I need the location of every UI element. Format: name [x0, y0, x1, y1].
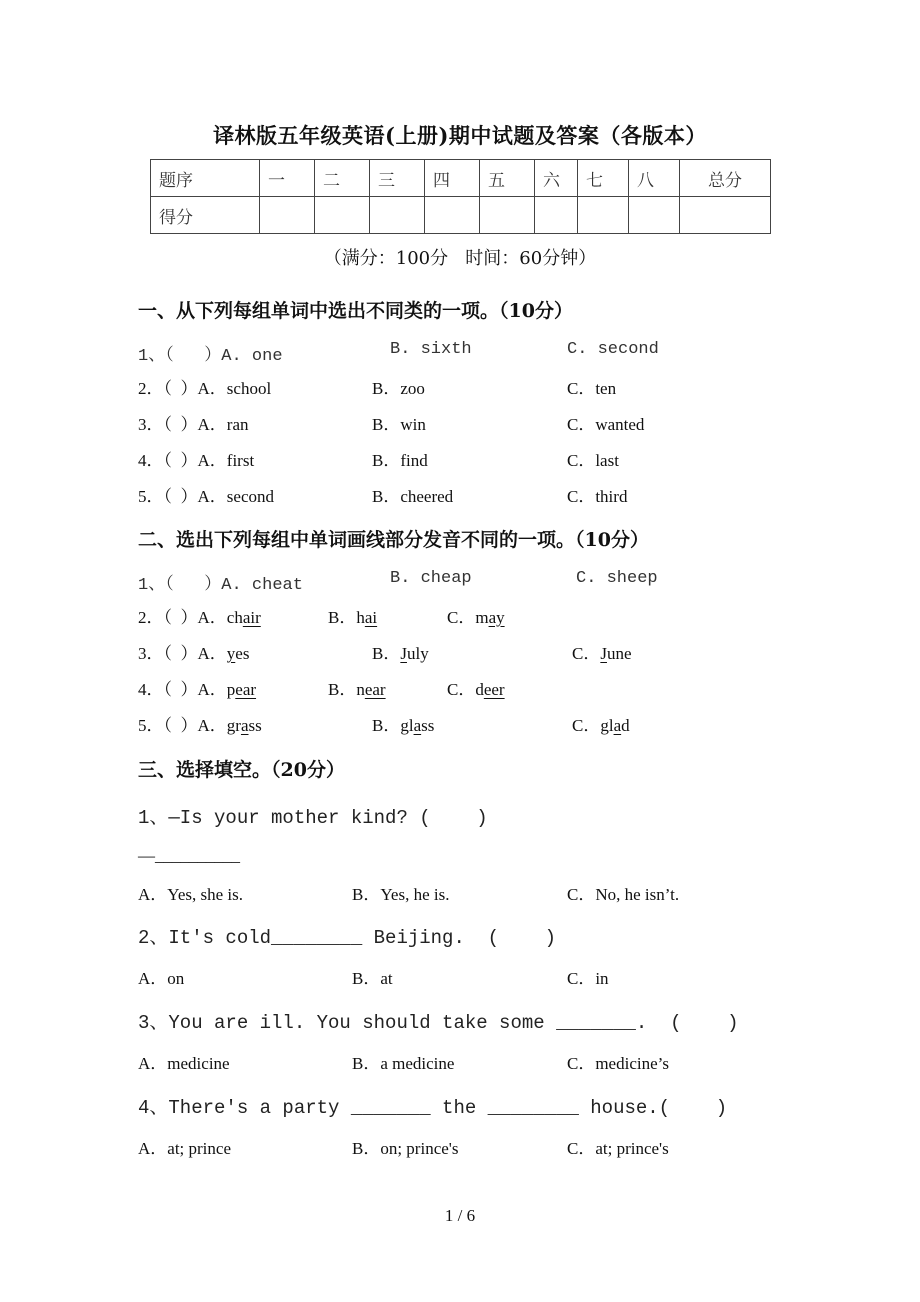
- s2-q1-option-c: C. sheep: [576, 569, 658, 588]
- s2-q2-option-b: B．hai: [328, 608, 378, 627]
- s1-q2-option-c: C．ten: [567, 379, 617, 398]
- s2-q5-option-a: 5．（ ）A．grass: [138, 716, 262, 735]
- s3-q1-option-a: A．Yes, she is.: [138, 885, 244, 904]
- table-cell: 七: [578, 160, 629, 197]
- s1-q2-option-a: 2．（ ）A．school: [138, 379, 272, 398]
- s2-q5-option-b: B．glass: [372, 716, 435, 735]
- score-cell[interactable]: [629, 197, 680, 234]
- s3-q4-option-a: A．at; prince: [138, 1139, 231, 1158]
- s2-q3-option-a: 3．（ ）A．yes: [138, 644, 250, 663]
- s2-q2-option-c: C．may: [447, 608, 505, 627]
- s3-q1-option-b: B．Yes, he is.: [352, 885, 450, 904]
- section-3-heading: 三、选择填空。（20分）: [138, 759, 345, 781]
- s2-q4-option-a: 4．（ ）A．pear: [138, 680, 257, 699]
- score-table-score-row: [151, 197, 771, 234]
- s1-q1-option-a: 1、（ ）A. one: [138, 347, 283, 366]
- score-cell[interactable]: [578, 197, 629, 234]
- s3-q1-answer-blank[interactable]: —__________: [138, 846, 240, 865]
- s3-q4-option-c: C．at; prince's: [567, 1139, 669, 1158]
- score-cell[interactable]: [315, 197, 370, 234]
- s1-q2-option-b: B．zoo: [372, 379, 425, 398]
- s1-q5-option-c: C．third: [567, 487, 628, 506]
- exam-info: （满分：100分 时间：60分钟）: [323, 248, 597, 269]
- score-table-header-row: [151, 160, 771, 197]
- s2-q1-option-a: 1、（ ）A. cheat: [138, 576, 303, 595]
- score-cell[interactable]: [680, 197, 771, 234]
- s2-q3-option-b: B．July: [372, 644, 429, 663]
- table-cell: 得分: [151, 197, 260, 234]
- score-table: [150, 159, 771, 234]
- s3-q3-text: 3、You are ill. You should take some _______. ( ): [138, 1012, 739, 1034]
- table-cell: 八: [629, 160, 680, 197]
- s1-q4-option-b: B．find: [372, 451, 428, 470]
- score-cell[interactable]: [480, 197, 535, 234]
- table-cell: 题序: [151, 160, 260, 197]
- s1-q4-option-c: C．last: [567, 451, 619, 470]
- s1-q1-option-b: B. sixth: [390, 340, 472, 359]
- table-cell: 二: [315, 160, 370, 197]
- section-1-heading: 一、从下列每组单词中选出不同类的一项。（10分）: [138, 300, 573, 322]
- score-cell[interactable]: [535, 197, 578, 234]
- table-cell: 一: [260, 160, 315, 197]
- s2-q4-option-b: B．near: [328, 680, 386, 699]
- s2-q5-option-c: C．glad: [572, 716, 630, 735]
- score-cell[interactable]: [260, 197, 315, 234]
- s2-q1-option-b: B. cheap: [390, 569, 472, 588]
- s3-q2-option-a: A．on: [138, 969, 185, 988]
- s1-q4-option-a: 4．（ ）A．first: [138, 451, 255, 470]
- table-cell: 三: [370, 160, 425, 197]
- s1-q3-option-a: 3．（ ）A．ran: [138, 415, 249, 434]
- s3-q4-text: 4、There's a party _______ the ________ house.( ): [138, 1097, 728, 1119]
- s3-q3-option-a: A．medicine: [138, 1054, 230, 1073]
- s3-q1-option-c: C．No, he isn’t.: [567, 885, 680, 904]
- s2-q2-option-a: 2．（ ）A．chair: [138, 608, 261, 627]
- s3-q4-option-b: B．on; prince's: [352, 1139, 459, 1158]
- table-cell: 总分: [680, 160, 771, 197]
- page-title: 译林版五年级英语(上册)期中试题及答案（各版本）: [213, 123, 707, 148]
- score-cell[interactable]: [425, 197, 480, 234]
- s1-q3-option-b: B．win: [372, 415, 426, 434]
- s2-q3-option-c: C．June: [572, 644, 632, 663]
- s3-q2-text: 2、It's cold________ Beijing. ( ): [138, 927, 557, 949]
- s3-q1-text: 1、—Is your mother kind? ( ): [138, 807, 488, 829]
- s1-q3-option-c: C．wanted: [567, 415, 645, 434]
- s2-q4-option-c: C．deer: [447, 680, 505, 699]
- score-cell[interactable]: [370, 197, 425, 234]
- page-number: 1 / 6: [444, 1206, 476, 1225]
- s3-q2-option-b: B．at: [352, 969, 393, 988]
- s1-q5-option-b: B．cheered: [372, 487, 454, 506]
- table-cell: 五: [480, 160, 535, 197]
- table-cell: 六: [535, 160, 578, 197]
- s1-q5-option-a: 5．（ ）A．second: [138, 487, 274, 506]
- s3-q3-option-c: C．medicine’s: [567, 1054, 669, 1073]
- section-2-heading: 二、选出下列每组中单词画线部分发音不同的一项。（10分）: [138, 529, 649, 551]
- s3-q3-option-b: B．a medicine: [352, 1054, 455, 1073]
- table-cell: 四: [425, 160, 480, 197]
- s1-q1-option-c: C. second: [567, 340, 659, 359]
- s3-q2-option-c: C．in: [567, 969, 609, 988]
